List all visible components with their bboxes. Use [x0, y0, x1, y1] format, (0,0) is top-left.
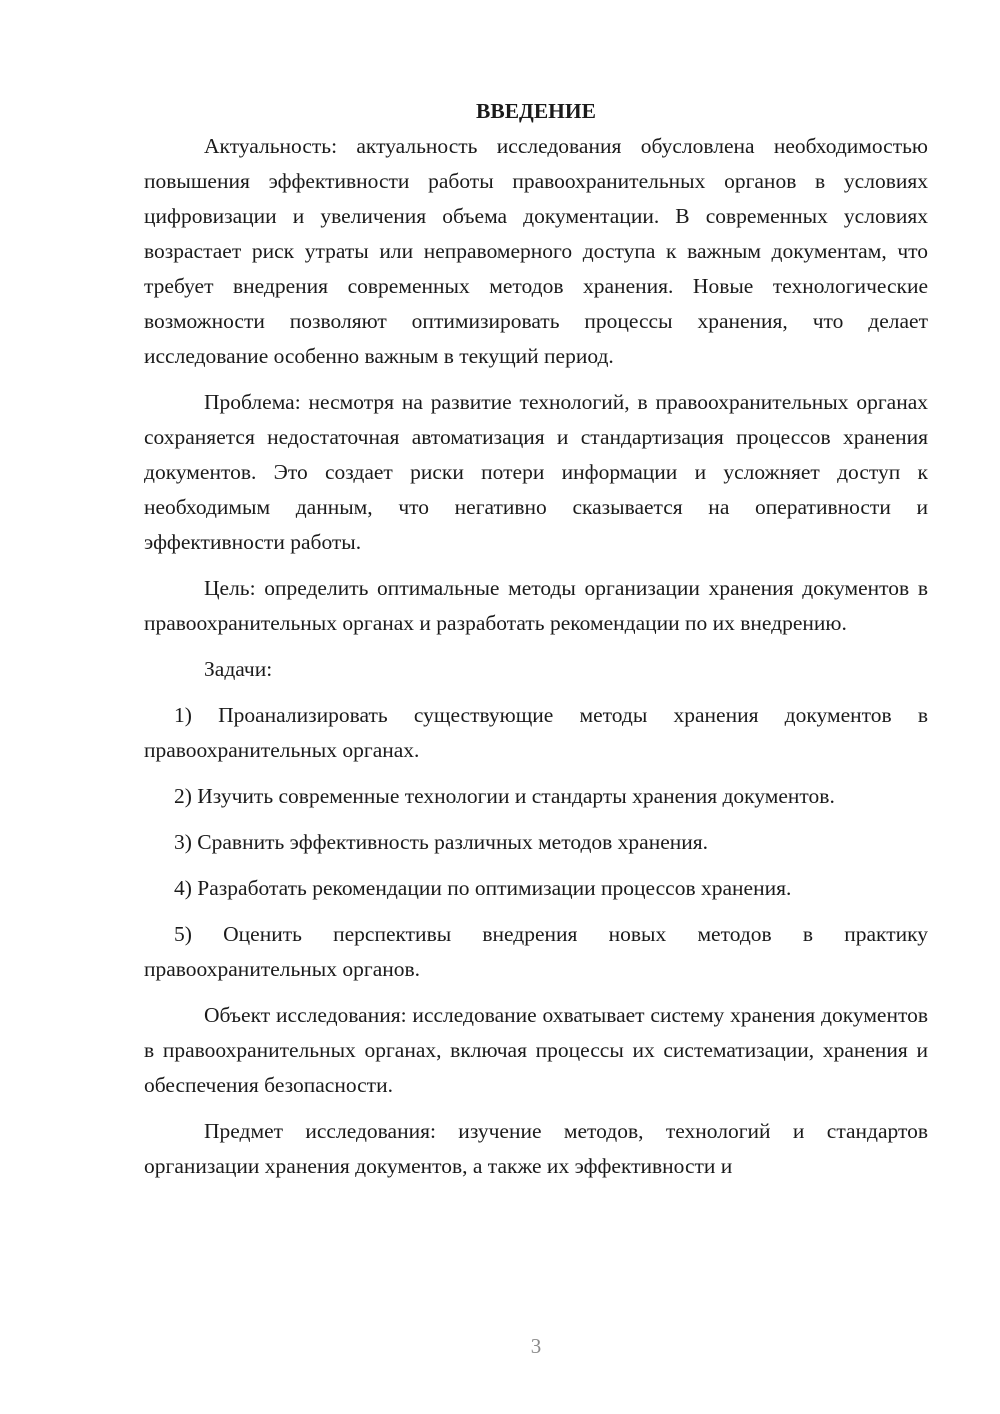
paragraph-relevance: Актуальность: актуальность исследования обусловлена необходимостью повышения эффективности работы правоохранительных органов в условиях цифровизации и увеличения объема документации. В современных условиях возрастает риск утраты или неправомерного доступа к важным документам, что требует внедрения современных методов хранения. Новые технологические возможности позволяют оптимизировать процессы хранения, что делает исследование особенно важным в текущий период. [144, 134, 928, 368]
task-item-1: 1) Проанализировать существующие методы хранения документов в правоохранительных органах. [144, 703, 928, 762]
task-item-4: 4) Разработать рекомендации по оптимизации процессов хранения. [174, 876, 792, 900]
paragraph-problem: Проблема: несмотря на развитие технологий, в правоохранительных органах сохраняется недостаточная автоматизация и стандартизация процессов хранения документов. Это создает риски потери информации и усложняет доступ к необходимым данным, что негативно сказывается на оперативности и эффективности работы. [144, 390, 928, 554]
task-item-5: 5) Оценить перспективы внедрения новых методов в практику правоохранительных органов. [144, 922, 928, 981]
paragraph-subject: Предмет исследования: изучение методов, технологий и стандартов организации хранения документов, а также их эффективности и [144, 1119, 928, 1178]
task-item-3: 3) Сравнить эффективность различных методов хранения. [174, 830, 709, 854]
page-content [144, 92, 928, 1195]
paragraph-goal: Цель: определить оптимальные методы организации хранения документов в правоохранительных органах и разработать рекомендации по их внедрению. [144, 576, 928, 635]
task-item-2: 2) Изучить современные технологии и стандарты хранения документов. [174, 784, 835, 808]
paragraph-object: Объект исследования: исследование охватывает систему хранения документов в правоохранительных органах, включая процессы их систематизации, хранения и обеспечения безопасности. [144, 1003, 928, 1097]
page-number: 3 [530, 1334, 542, 1358]
tasks-heading: Задачи: [204, 657, 273, 681]
section-title: ВВЕДЕНИЕ [476, 99, 596, 123]
